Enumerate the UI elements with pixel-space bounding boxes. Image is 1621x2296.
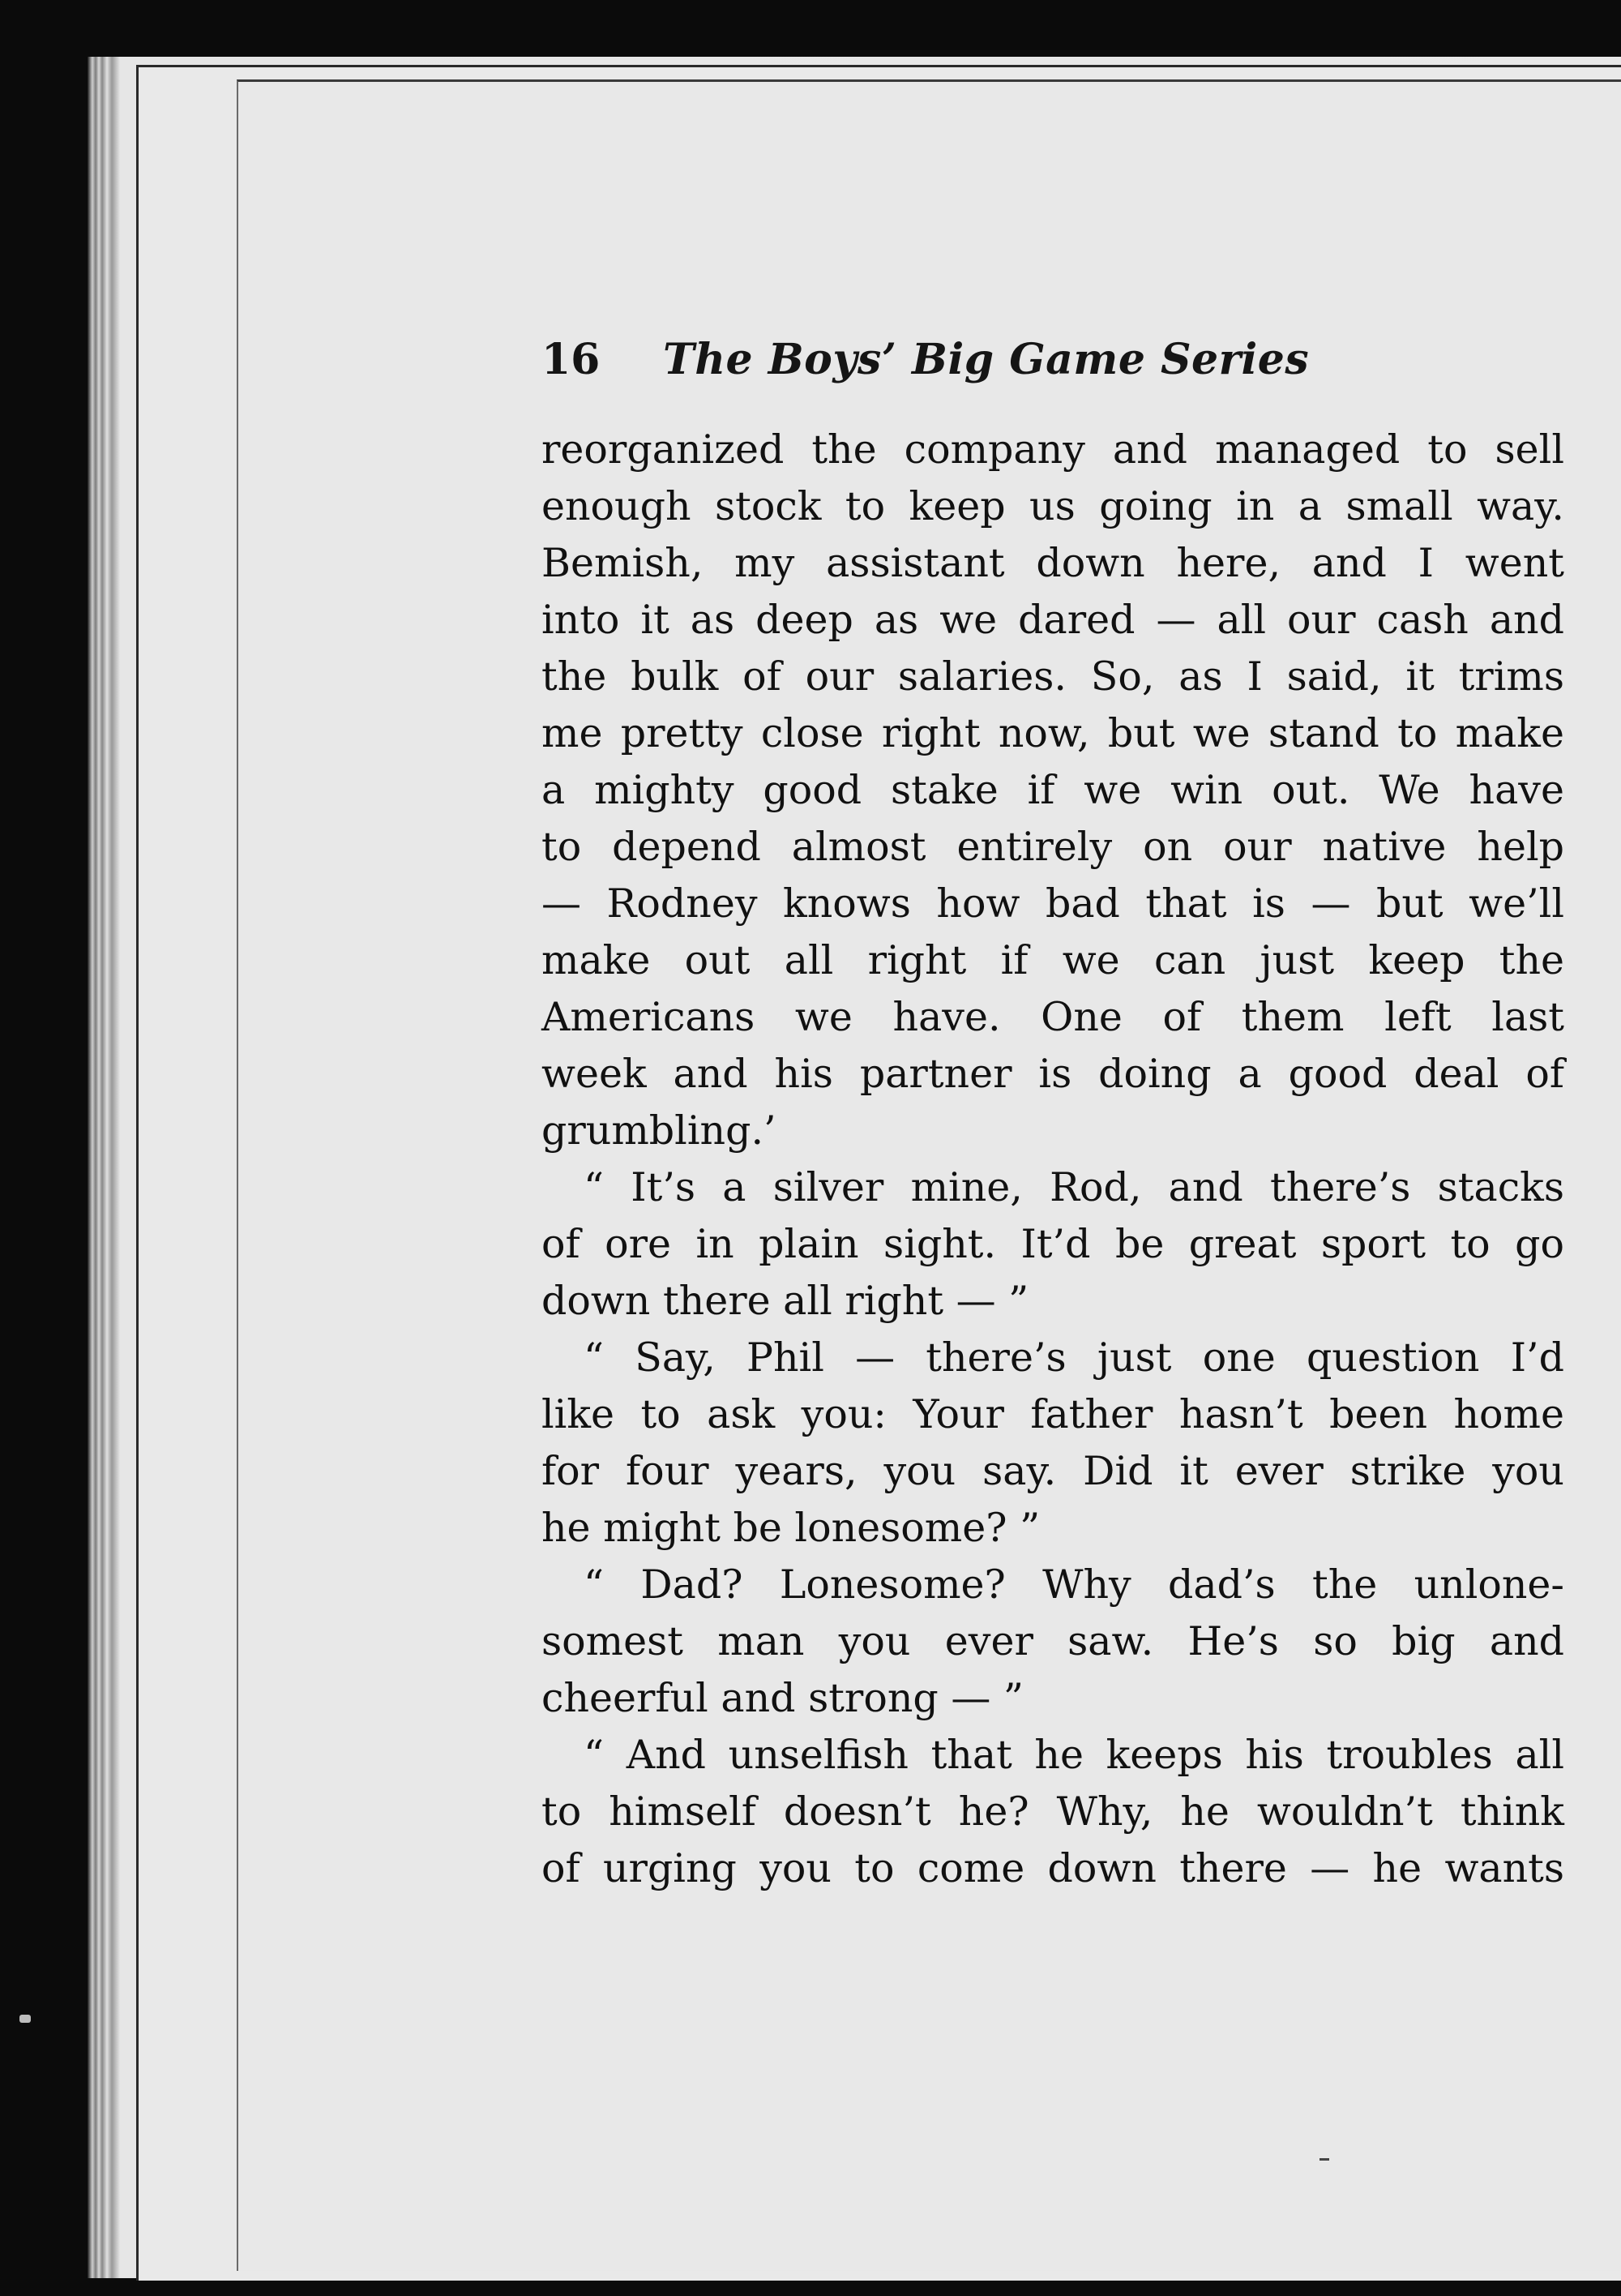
text-line: me pretty close right now, but we stand to make — [541, 710, 1564, 756]
text-line: a mighty good stake if we win out. We have — [541, 767, 1564, 813]
text-line: cheerful and strong — ” — [541, 1675, 1024, 1721]
text-line: of ore in plain sight. It’d be great sport to go — [541, 1221, 1564, 1267]
text-line: Bemish, my assistant down here, and I went — [541, 540, 1564, 586]
text-line: for four years, you say. Did it ever strike you — [541, 1448, 1564, 1494]
text-line: reorganized the company and managed to sell — [541, 426, 1564, 473]
text-line: “ And unselfish that he keeps his troubles all — [584, 1732, 1564, 1778]
page-number: 16 — [541, 335, 601, 384]
text-line: week and his partner is doing a good deal of — [541, 1051, 1564, 1097]
text-line: into it as deep as we dared — all our cash and — [541, 597, 1564, 643]
text-line: to depend almost entirely on our native help — [541, 824, 1564, 870]
text-line: — Rodney knows how bad that is — but we’ll — [541, 880, 1564, 927]
text-line: he might be lonesome? ” — [541, 1505, 1041, 1551]
text-line: down there all right — ” — [541, 1278, 1029, 1324]
text-line: somest man you ever saw. He’s so big and — [541, 1618, 1564, 1664]
text-line: to himself doesn’t he? Why, he wouldn’t think — [541, 1788, 1564, 1835]
text-line: grumbling.’ — [541, 1107, 776, 1154]
text-line: “ It’s a silver mine, Rod, and there’s stacks — [584, 1164, 1564, 1210]
text-line: enough stock to keep us going in a small way. — [541, 483, 1564, 529]
text-line: Americans we have. One of them left last — [541, 994, 1564, 1040]
text-line: “ Say, Phil — there’s just one question I’d — [584, 1334, 1564, 1381]
text-line: like to ask you: Your father hasn’t been home — [541, 1391, 1564, 1437]
page-mark — [1319, 2158, 1329, 2161]
text-line: of urging you to come down there — he wants — [541, 1845, 1564, 1891]
body-text — [541, 422, 1564, 1897]
running-head — [541, 331, 1352, 389]
text-line: the bulk of our salaries. So, as I said, it trims — [541, 653, 1564, 700]
spine-mark — [19, 2015, 31, 2023]
series-title: The Boys’ Big Game Series — [663, 335, 1310, 384]
text-line: “ Dad? Lonesome? Why dad’s the unlone- — [584, 1561, 1564, 1608]
text-line: make out all right if we can just keep the — [541, 937, 1564, 983]
